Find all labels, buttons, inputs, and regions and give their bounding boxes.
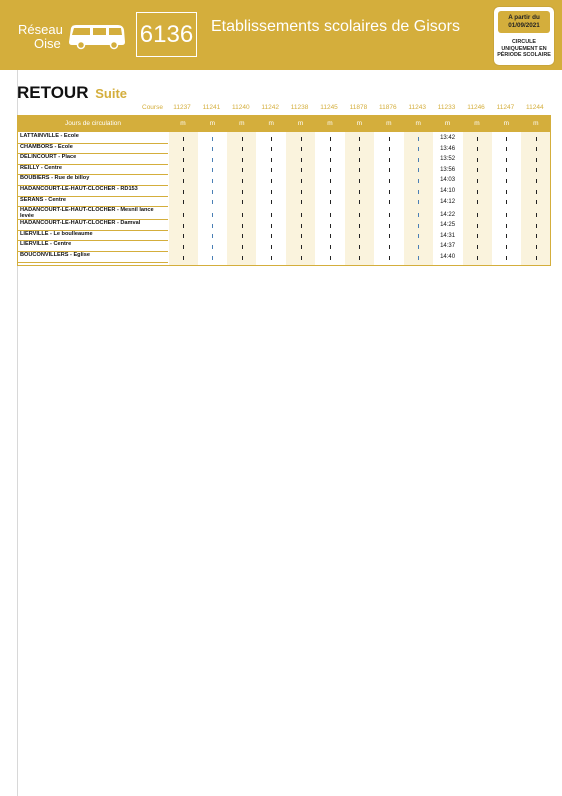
stop-row bbox=[18, 144, 550, 155]
departure-time: 14:12 bbox=[440, 198, 456, 205]
no-service-mark bbox=[271, 147, 272, 151]
jours-label: Jours de circulation bbox=[65, 120, 121, 127]
brand-line1: Réseau bbox=[18, 22, 63, 37]
departure-time: 13:46 bbox=[440, 145, 456, 152]
no-service-mark bbox=[183, 158, 184, 162]
no-service-mark bbox=[301, 179, 302, 183]
no-service-mark bbox=[477, 256, 478, 260]
no-service-mark bbox=[271, 200, 272, 204]
no-service-mark bbox=[242, 234, 243, 238]
stop-row bbox=[18, 165, 550, 176]
departure-time: 14:31 bbox=[440, 232, 456, 239]
stop-name: HADANCOURT-LE-HAUT-CLOCHER - Mesnil lance levée bbox=[20, 207, 154, 220]
no-service-mark bbox=[212, 256, 213, 260]
departure-time: 14:10 bbox=[440, 188, 456, 194]
no-service-mark bbox=[536, 179, 537, 183]
no-service-mark bbox=[330, 190, 331, 194]
no-service-mark bbox=[183, 256, 184, 260]
no-service-mark bbox=[242, 179, 243, 183]
no-service-mark bbox=[536, 158, 537, 162]
course-number: 11240 bbox=[232, 104, 250, 111]
no-service-mark bbox=[506, 224, 507, 228]
no-service-mark bbox=[506, 245, 507, 249]
no-service-mark bbox=[242, 137, 243, 141]
course-number: 11876 bbox=[379, 104, 397, 111]
departure-time: 14:37 bbox=[440, 243, 456, 250]
no-service-mark bbox=[536, 137, 537, 141]
timetable-header bbox=[18, 116, 550, 132]
no-service-mark bbox=[301, 158, 302, 162]
day-code: m bbox=[386, 120, 392, 127]
no-service-mark bbox=[330, 179, 331, 183]
no-service-mark bbox=[359, 213, 360, 217]
no-service-mark bbox=[506, 256, 507, 260]
no-service-mark bbox=[359, 137, 360, 141]
departure-time: 14:40 bbox=[440, 254, 456, 260]
course-number: 11878 bbox=[349, 104, 368, 111]
departure-time: 14:22 bbox=[440, 211, 456, 218]
no-service-mark bbox=[330, 168, 331, 172]
no-service-mark bbox=[301, 245, 302, 249]
no-service-mark bbox=[389, 168, 390, 172]
no-service-mark bbox=[389, 245, 390, 249]
route-number: 6136 bbox=[139, 20, 194, 48]
direction-sublabel: Suite bbox=[95, 86, 128, 101]
no-service-mark bbox=[183, 234, 184, 238]
no-service-mark bbox=[389, 147, 390, 151]
no-service-mark bbox=[477, 168, 478, 172]
no-service-mark bbox=[477, 158, 478, 162]
no-service-mark bbox=[477, 234, 478, 238]
no-service-mark bbox=[212, 234, 213, 238]
no-service-mark bbox=[477, 190, 478, 194]
no-service-mark bbox=[418, 147, 419, 151]
no-service-mark bbox=[183, 245, 184, 249]
no-service-mark bbox=[359, 179, 360, 183]
no-service-mark bbox=[330, 200, 331, 204]
stop-row bbox=[18, 175, 550, 186]
no-service-mark bbox=[271, 245, 272, 249]
no-service-mark bbox=[536, 256, 537, 260]
stop-name: REILLY - Centre bbox=[20, 164, 62, 171]
no-service-mark bbox=[212, 179, 213, 183]
course-number: 11241 bbox=[202, 104, 221, 111]
stop-name: CHAMBORS - Ecole bbox=[20, 143, 73, 150]
no-service-mark bbox=[212, 137, 213, 141]
no-service-mark bbox=[212, 213, 213, 217]
no-service-mark bbox=[477, 179, 478, 183]
stop-name: HADANCOURT-LE-HAUT-CLOCHER - RD153 bbox=[20, 186, 138, 192]
departure-time: 13:56 bbox=[440, 166, 456, 173]
no-service-mark bbox=[242, 256, 243, 260]
brand-line2: Oise bbox=[34, 36, 61, 51]
no-service-mark bbox=[242, 190, 243, 194]
no-service-mark bbox=[359, 200, 360, 204]
validity-date: A partir du 01/09/2021 bbox=[498, 11, 550, 33]
line-title: Etablissements scolaires de Gisors bbox=[211, 18, 460, 35]
no-service-mark bbox=[477, 200, 478, 204]
course-number: 11238 bbox=[290, 104, 309, 111]
no-service-mark bbox=[418, 168, 419, 172]
stop-row bbox=[18, 220, 550, 231]
course-number: 11247 bbox=[496, 104, 515, 111]
no-service-mark bbox=[330, 137, 331, 141]
stop-name: SERANS - Centre bbox=[20, 196, 67, 203]
no-service-mark bbox=[301, 213, 302, 217]
stop-row bbox=[18, 241, 550, 252]
no-service-mark bbox=[183, 168, 184, 172]
no-service-mark bbox=[418, 137, 419, 141]
no-service-mark bbox=[418, 234, 419, 238]
no-service-mark bbox=[506, 200, 507, 204]
departure-time: 13:52 bbox=[440, 156, 456, 163]
no-service-mark bbox=[301, 234, 302, 238]
no-service-mark bbox=[271, 179, 272, 183]
no-service-mark bbox=[301, 137, 302, 141]
no-service-mark bbox=[536, 168, 537, 172]
no-service-mark bbox=[183, 200, 184, 204]
no-service-mark bbox=[271, 137, 272, 141]
no-service-mark bbox=[477, 245, 478, 249]
bus-icon bbox=[68, 24, 126, 50]
departure-time: 13:42 bbox=[440, 135, 456, 141]
no-service-mark bbox=[301, 168, 302, 172]
no-service-mark bbox=[389, 213, 390, 217]
no-service-mark bbox=[359, 245, 360, 249]
day-code: m bbox=[209, 120, 216, 127]
no-service-mark bbox=[301, 200, 302, 204]
day-code: m bbox=[474, 120, 480, 127]
no-service-mark bbox=[506, 190, 507, 194]
no-service-mark bbox=[506, 179, 507, 183]
no-service-mark bbox=[242, 168, 243, 172]
stop-row bbox=[18, 231, 550, 242]
direction-label: RETOUR bbox=[17, 83, 89, 102]
no-service-mark bbox=[301, 190, 302, 194]
no-service-mark bbox=[271, 256, 272, 260]
no-service-mark bbox=[212, 200, 213, 204]
validity-badge bbox=[493, 6, 555, 66]
no-service-mark bbox=[183, 224, 184, 228]
day-code: m bbox=[239, 120, 245, 127]
no-service-mark bbox=[536, 147, 537, 151]
course-number: 11246 bbox=[467, 104, 485, 111]
day-code: m bbox=[327, 120, 333, 127]
stop-row bbox=[18, 207, 550, 220]
stop-row bbox=[18, 133, 550, 144]
route-number-box bbox=[136, 12, 197, 57]
no-service-mark bbox=[418, 213, 419, 217]
no-service-mark bbox=[271, 158, 272, 162]
no-service-mark bbox=[418, 200, 419, 204]
day-code: m bbox=[415, 120, 421, 127]
no-service-mark bbox=[183, 190, 184, 194]
stop-name: BOUCONVILLERS - Eglise bbox=[20, 252, 90, 258]
no-service-mark bbox=[183, 147, 184, 151]
no-service-mark bbox=[212, 158, 213, 162]
day-code: m bbox=[297, 120, 304, 127]
no-service-mark bbox=[418, 158, 419, 162]
section-title bbox=[17, 83, 127, 103]
row-divider bbox=[18, 262, 168, 263]
no-service-mark bbox=[536, 234, 537, 238]
no-service-mark bbox=[536, 200, 537, 204]
no-service-mark bbox=[183, 137, 184, 141]
no-service-mark bbox=[477, 147, 478, 151]
departure-time: 14:25 bbox=[440, 222, 456, 229]
day-code: m bbox=[503, 120, 510, 127]
no-service-mark bbox=[506, 168, 507, 172]
no-service-mark bbox=[389, 234, 390, 238]
course-number: 11242 bbox=[261, 104, 279, 111]
no-service-mark bbox=[536, 213, 537, 217]
no-service-mark bbox=[271, 190, 272, 194]
no-service-mark bbox=[506, 234, 507, 238]
no-service-mark bbox=[330, 158, 331, 162]
course-number: 11244 bbox=[526, 104, 544, 111]
no-service-mark bbox=[506, 158, 507, 162]
no-service-mark bbox=[212, 147, 213, 151]
no-service-mark bbox=[359, 168, 360, 172]
no-service-mark bbox=[271, 213, 272, 217]
no-service-mark bbox=[389, 158, 390, 162]
no-service-mark bbox=[536, 190, 537, 194]
no-service-mark bbox=[212, 245, 213, 249]
no-service-mark bbox=[418, 190, 419, 194]
timetable-grid bbox=[17, 115, 551, 266]
no-service-mark bbox=[418, 224, 419, 228]
day-code: m bbox=[533, 120, 539, 127]
no-service-mark bbox=[389, 200, 390, 204]
stop-row bbox=[18, 252, 550, 263]
no-service-mark bbox=[212, 224, 213, 228]
no-service-mark bbox=[418, 256, 419, 260]
no-service-mark bbox=[506, 147, 507, 151]
course-label: Course bbox=[142, 104, 163, 111]
no-service-mark bbox=[301, 256, 302, 260]
stop-row bbox=[18, 154, 550, 165]
no-service-mark bbox=[389, 224, 390, 228]
day-code: m bbox=[268, 120, 274, 127]
no-service-mark bbox=[271, 234, 272, 238]
course-number: 11233 bbox=[437, 104, 456, 111]
no-service-mark bbox=[183, 213, 184, 217]
no-service-mark bbox=[330, 147, 331, 151]
no-service-mark bbox=[330, 213, 331, 217]
no-service-mark bbox=[330, 224, 331, 228]
no-service-mark bbox=[477, 213, 478, 217]
no-service-mark bbox=[359, 147, 360, 151]
no-service-mark bbox=[330, 245, 331, 249]
no-service-mark bbox=[506, 213, 507, 217]
stop-row bbox=[18, 197, 550, 208]
no-service-mark bbox=[389, 179, 390, 183]
stop-row bbox=[18, 186, 550, 197]
no-service-mark bbox=[477, 137, 478, 141]
stop-name: LIERVILLE - Le boulleaume bbox=[20, 230, 93, 237]
no-service-mark bbox=[359, 256, 360, 260]
reseau-oise-logo bbox=[14, 20, 129, 56]
no-service-mark bbox=[242, 147, 243, 151]
no-service-mark bbox=[242, 200, 243, 204]
day-code: m bbox=[356, 120, 363, 127]
no-service-mark bbox=[301, 224, 302, 228]
no-service-mark bbox=[418, 179, 419, 183]
no-service-mark bbox=[536, 224, 537, 228]
day-code: m bbox=[180, 120, 186, 127]
stop-name: BOUBIERS - Rue de billoy bbox=[20, 175, 90, 182]
stop-name: HADANCOURT-LE-HAUT-CLOCHER - Damval bbox=[20, 220, 141, 227]
no-service-mark bbox=[359, 234, 360, 238]
no-service-mark bbox=[271, 224, 272, 228]
stop-name: DELINCOURT - Place bbox=[20, 154, 77, 161]
no-service-mark bbox=[330, 234, 331, 238]
no-service-mark bbox=[389, 137, 390, 141]
school-period-note: CIRCULE UNIQUEMENT EN PÉRIODE SCOLAIRE bbox=[497, 39, 551, 58]
no-service-mark bbox=[330, 256, 331, 260]
no-service-mark bbox=[212, 190, 213, 194]
no-service-mark bbox=[301, 147, 302, 151]
day-code: m bbox=[444, 120, 451, 127]
course-number: 11243 bbox=[408, 104, 426, 111]
no-service-mark bbox=[418, 245, 419, 249]
no-service-mark bbox=[183, 179, 184, 183]
no-service-mark bbox=[389, 256, 390, 260]
no-service-mark bbox=[359, 224, 360, 228]
no-service-mark bbox=[506, 137, 507, 141]
header-banner bbox=[0, 0, 562, 70]
course-number: 11237 bbox=[173, 104, 191, 111]
no-service-mark bbox=[212, 168, 213, 172]
no-service-mark bbox=[242, 158, 243, 162]
stop-name: LIERVILLE - Centre bbox=[20, 241, 72, 248]
no-service-mark bbox=[242, 245, 243, 249]
no-service-mark bbox=[242, 224, 243, 228]
no-service-mark bbox=[536, 245, 537, 249]
course-number: 11245 bbox=[320, 104, 338, 111]
no-service-mark bbox=[242, 213, 243, 217]
no-service-mark bbox=[477, 224, 478, 228]
stop-name: LATTAINVILLE - Ecole bbox=[20, 133, 79, 139]
no-service-mark bbox=[359, 190, 360, 194]
no-service-mark bbox=[271, 168, 272, 172]
no-service-mark bbox=[389, 190, 390, 194]
no-service-mark bbox=[359, 158, 360, 162]
departure-time: 14:03 bbox=[440, 177, 456, 184]
